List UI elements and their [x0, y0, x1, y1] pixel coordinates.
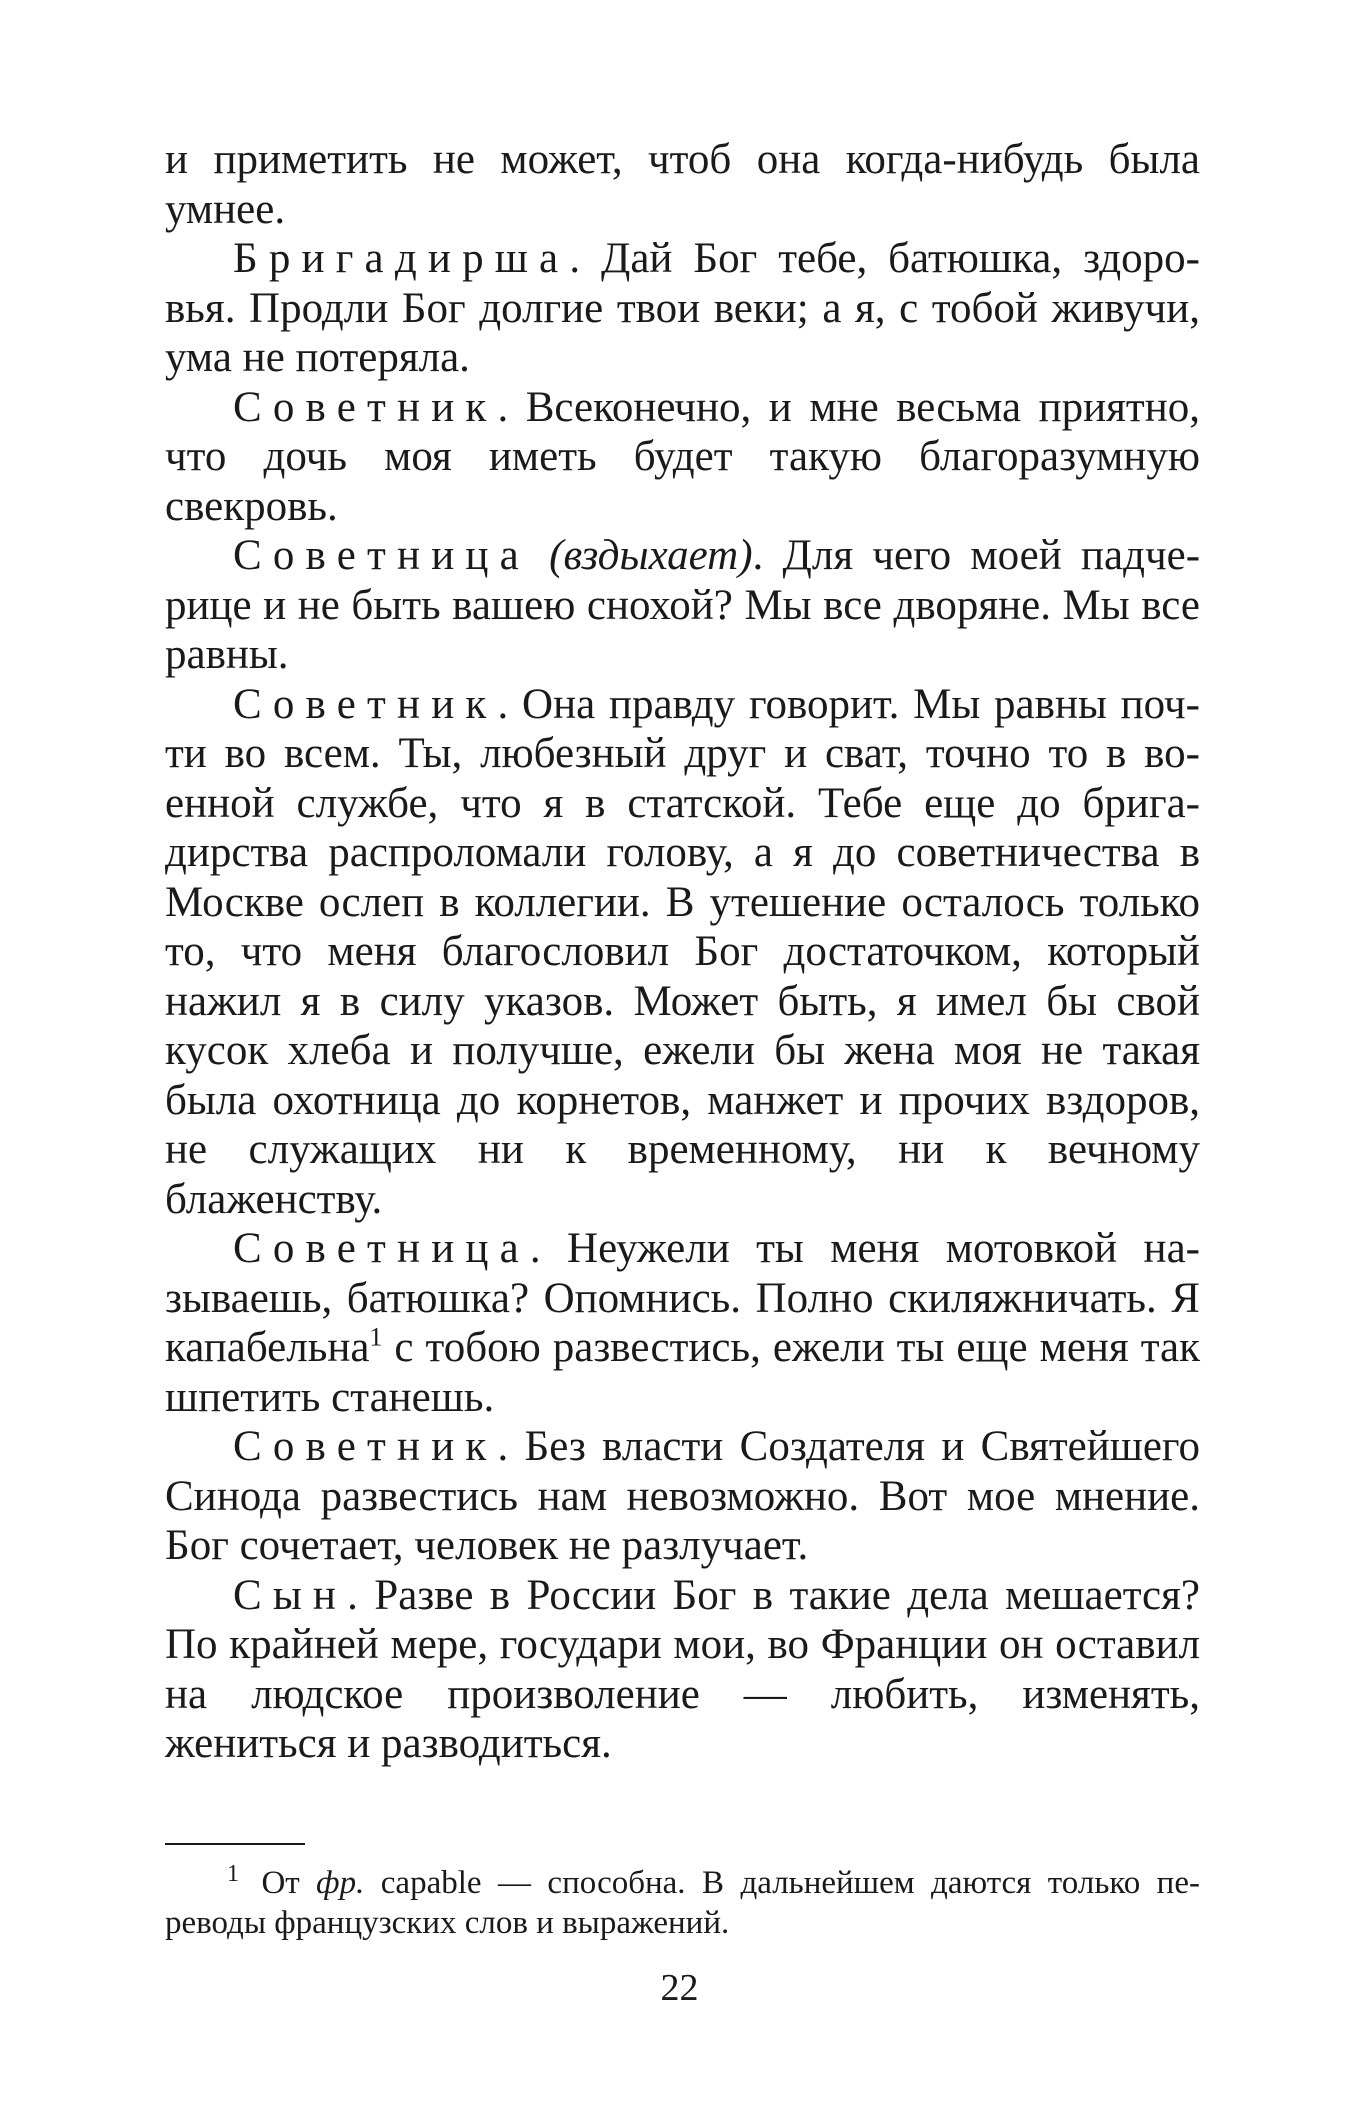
speaker-name: Советница: [233, 532, 530, 579]
dialogue-text: . Она правду говорит. Мы равны почти во всем. Ты, любезный друг и сват, точно то в военной службе, что я в статской. Тебе еще до бригадирства распроломали голову, а я до советничества в Москве ослеп в коллегии. В утешение осталось только то, что меня благословил Бог достаточком, который нажил я в силу указов. Может быть, я имел бы свой кусок хлеба и получше, ежели бы жена моя не такая была охотница до корнетов, манжет и прочих вздоров, не служащих ни к временному, ни к вечному блаженству.: [165, 680, 1200, 1223]
speaker-name: Советник: [233, 383, 498, 431]
footnote-reference[interactable]: 1: [369, 1322, 383, 1352]
paragraph-continuation: [165, 135, 1200, 234]
dialogue-sovetnik-2: [165, 680, 1200, 1225]
speaker-name: Советник: [233, 1423, 498, 1470]
speaker-name: Сын: [233, 1571, 348, 1619]
page-number: 22: [660, 1967, 699, 2009]
footnote-text: От: [245, 1865, 317, 1901]
dialogue-text: . Разве в России Бог в такие дела мешается? По крайней мере, государи мои, во Франции он оставил на людское произволение — любить, изменять, жениться и разводиться.: [165, 1571, 1200, 1767]
footnote: [165, 1863, 1200, 1943]
footnote-number: 1: [227, 1861, 239, 1887]
stage-direction: (вздыхает): [549, 532, 753, 579]
footnote-divider: [165, 1843, 305, 1845]
dialogue-text: с тобою развестись, ежели ты еще меня так шпетить станешь.: [165, 1324, 1200, 1421]
dialogue-text: . Всеконечно, и мне весьма приятно, что дочь моя иметь будет такую благоразумную свекровь.: [165, 383, 1200, 530]
speaker-name: Советница: [233, 1225, 530, 1272]
dialogue-sovetnitsa-1: [165, 531, 1200, 680]
dialogue-sovetnitsa-2: [165, 1224, 1200, 1422]
dialogue-text: . Для чего моей падчерице и не быть вашею снохой? Мы все дворяне. Мы все равны.: [165, 532, 1201, 678]
footnote-text: capable — способна. В дальнейшем даются только переводы французских слов и выражений.: [165, 1865, 1200, 1941]
dialogue-text: . Дай Бог тебе, батюшка, здоровья. Продли Бог долгие твои веки; а я, с тобой живучи, ума не потеряла.: [165, 235, 1200, 381]
dialogue-syn: [165, 1571, 1200, 1769]
dialogue-text: . Без власти Создателя и Святейшего Синода развестись нам невозможно. Вот мое мнение. Бог сочетает, человек не разлучает.: [165, 1423, 1200, 1569]
footnote-abbreviation: фр.: [316, 1865, 365, 1901]
speaker-name: Бригадирша: [233, 235, 570, 282]
dialogue-text: . Неужели ты меня мотовкой называешь, батюшка? Опомнись. Полно скиляжничать. Я капабельна: [165, 1225, 1200, 1371]
page-body: [165, 135, 1200, 1769]
dialogue-sovetnik-3: [165, 1422, 1200, 1571]
dialogue-sovetnik-1: [165, 383, 1200, 532]
dialogue-brigadirsha: [165, 234, 1200, 383]
speaker-name: Советник: [233, 680, 498, 728]
paragraph-text: и приметить не может, чтоб она когда-нибудь была умнее.: [165, 136, 1200, 233]
